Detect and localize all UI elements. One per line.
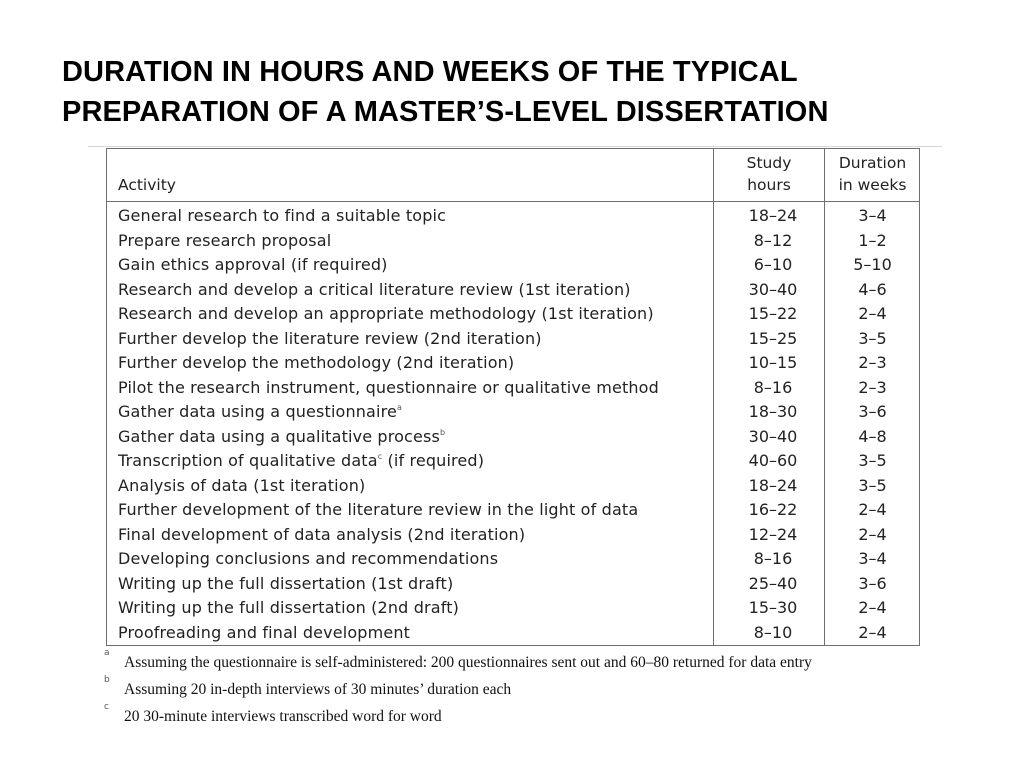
activity-text: Further develop the literature review (2nd iteration)	[118, 328, 542, 348]
activity-text: Prepare research proposal	[118, 230, 332, 250]
activity-cell	[118, 302, 654, 326]
header-study-hours-line-2: hours	[747, 176, 791, 194]
activity-text: Gather data using a qualitative process	[118, 426, 440, 446]
slide-title-line-2: PREPARATION OF A MASTER’S-LEVEL DISSERTATION	[62, 96, 829, 128]
table-row	[107, 572, 919, 597]
duration-weeks-cell: 3–4	[858, 549, 887, 568]
header-duration-weeks-line-1: Duration	[838, 154, 907, 172]
table-row	[107, 449, 919, 474]
study-hours-cell: 18–24	[748, 206, 798, 225]
study-hours-cell: 8–12	[753, 230, 793, 250]
activity-text: Further development of the literature review in the light of data	[118, 500, 639, 519]
table-row	[107, 376, 919, 401]
duration-table	[106, 148, 920, 646]
table-row	[107, 302, 919, 327]
activity-cell	[118, 351, 514, 375]
footnote-text: Assuming 20 in-depth interviews of 30 minutes’ duration each	[124, 681, 512, 698]
table-row	[107, 400, 919, 425]
table-row	[107, 596, 919, 621]
activity-cell	[118, 425, 445, 449]
table-row	[107, 229, 919, 254]
activity-cell	[118, 572, 453, 596]
activity-cell	[118, 498, 638, 522]
activity-text-suffix: (if required)	[382, 451, 485, 470]
header-duration-weeks-line-2: in weeks	[838, 176, 907, 194]
duration-weeks-cell: 3–4	[858, 206, 887, 225]
activity-text: General research to find a suitable topic	[118, 206, 447, 225]
activity-text: Transcription of qualitative data	[118, 451, 378, 470]
duration-weeks-cell: 5–10	[853, 255, 892, 274]
study-hours-cell: 6–10	[753, 255, 793, 274]
activity-text: Research and develop a critical literature review (1st iteration)	[118, 279, 631, 299]
table-row	[107, 204, 919, 229]
footnote-mark: c	[104, 702, 109, 712]
duration-weeks-cell: 2–4	[858, 524, 887, 544]
table-body	[107, 204, 919, 645]
study-hours-cell: 16–22	[748, 500, 798, 519]
table-row	[107, 351, 919, 376]
footnote-marker: c	[377, 452, 383, 461]
table-row	[107, 523, 919, 548]
activity-text: Further develop the methodology (2nd iteration)	[118, 353, 515, 372]
study-hours-cell: 15–30	[748, 598, 798, 617]
activity-text: Proofreading and final development	[118, 622, 411, 642]
study-hours-cell: 30–40	[748, 279, 798, 299]
study-hours-cell: 15–22	[748, 304, 798, 323]
study-hours-cell: 40–60	[748, 451, 798, 470]
study-hours-cell: 18–24	[748, 475, 798, 495]
table-row	[107, 425, 919, 450]
footnote-text: 20 30-minute interviews transcribed word for word	[124, 708, 442, 725]
activity-text: Writing up the full dissertation (1st draft)	[118, 573, 454, 593]
study-hours-cell: 8–10	[753, 622, 793, 642]
activity-cell	[118, 449, 484, 473]
study-hours-cell: 8–16	[753, 377, 793, 397]
divider	[88, 146, 942, 147]
duration-weeks-cell: 2–4	[858, 622, 887, 642]
table-row	[107, 278, 919, 303]
duration-weeks-cell: 3–5	[858, 451, 887, 470]
activity-cell	[118, 596, 459, 620]
table-row	[107, 474, 919, 499]
duration-weeks-cell: 2–3	[858, 353, 887, 372]
table-row	[107, 498, 919, 523]
activity-cell	[118, 547, 498, 571]
study-hours-cell: 18–30	[748, 402, 798, 421]
footnote-text: Assuming the questionnaire is self-administered: 200 questionnaires sent out and 60–80 returned for data entry	[124, 654, 812, 671]
duration-weeks-cell: 3–6	[858, 573, 887, 593]
study-hours-cell: 15–25	[748, 328, 798, 348]
activity-cell	[118, 523, 525, 547]
duration-weeks-cell: 4–8	[858, 426, 887, 446]
table-row	[107, 547, 919, 572]
study-hours-cell: 30–40	[748, 426, 798, 446]
study-hours-cell: 8–16	[753, 549, 793, 568]
activity-cell	[118, 327, 542, 351]
activity-cell	[118, 474, 365, 498]
footnote-mark: a	[104, 648, 110, 658]
duration-weeks-cell: 3–5	[858, 475, 887, 495]
study-hours-cell: 25–40	[748, 573, 798, 593]
activity-cell	[118, 229, 331, 253]
duration-weeks-cell: 4–6	[858, 279, 887, 299]
study-hours-cell: 10–15	[748, 353, 798, 372]
activity-text: Research and develop an appropriate methodology (1st iteration)	[118, 304, 654, 323]
activity-text: Analysis of data (1st iteration)	[118, 475, 366, 495]
slide-title	[62, 52, 1002, 132]
footnote-marker: a	[396, 403, 403, 412]
activity-cell	[118, 278, 631, 302]
duration-weeks-cell: 2–4	[858, 304, 887, 323]
duration-weeks-cell: 2–4	[858, 598, 887, 617]
duration-weeks-cell: 3–5	[858, 328, 887, 348]
table-row	[107, 621, 919, 646]
activity-text: Pilot the research instrument, questionnaire or qualitative method	[118, 377, 659, 397]
activity-cell	[118, 621, 410, 645]
activity-text: Writing up the full dissertation (2nd draft)	[118, 598, 460, 617]
header-study-hours-line-1: Study	[746, 154, 792, 172]
header-study-hours	[714, 152, 824, 196]
activity-text: Developing conclusions and recommendations	[118, 549, 499, 568]
activity-text: Final development of data analysis (2nd iteration)	[118, 524, 526, 544]
footnote-marker: b	[439, 427, 446, 437]
footnote-mark: b	[104, 675, 110, 685]
table-row	[107, 327, 919, 352]
duration-weeks-cell: 2–3	[858, 377, 887, 397]
duration-weeks-cell: 2–4	[858, 500, 887, 519]
activity-cell	[118, 204, 446, 228]
activity-cell	[118, 253, 388, 277]
header-divider	[107, 201, 919, 202]
slide-title-line-1: DURATION IN HOURS AND WEEKS OF THE TYPICAL	[62, 56, 798, 88]
duration-weeks-cell: 3–6	[858, 402, 887, 421]
table-row	[107, 253, 919, 278]
activity-cell	[118, 376, 659, 400]
study-hours-cell: 12–24	[748, 524, 798, 544]
header-duration-weeks	[825, 152, 920, 196]
activity-text: Gain ethics approval (if required)	[118, 255, 388, 274]
header-activity: Activity	[118, 176, 176, 194]
activity-cell	[118, 400, 402, 424]
duration-weeks-cell: 1–2	[858, 230, 887, 250]
activity-text: Gather data using a questionnaire	[118, 402, 397, 421]
